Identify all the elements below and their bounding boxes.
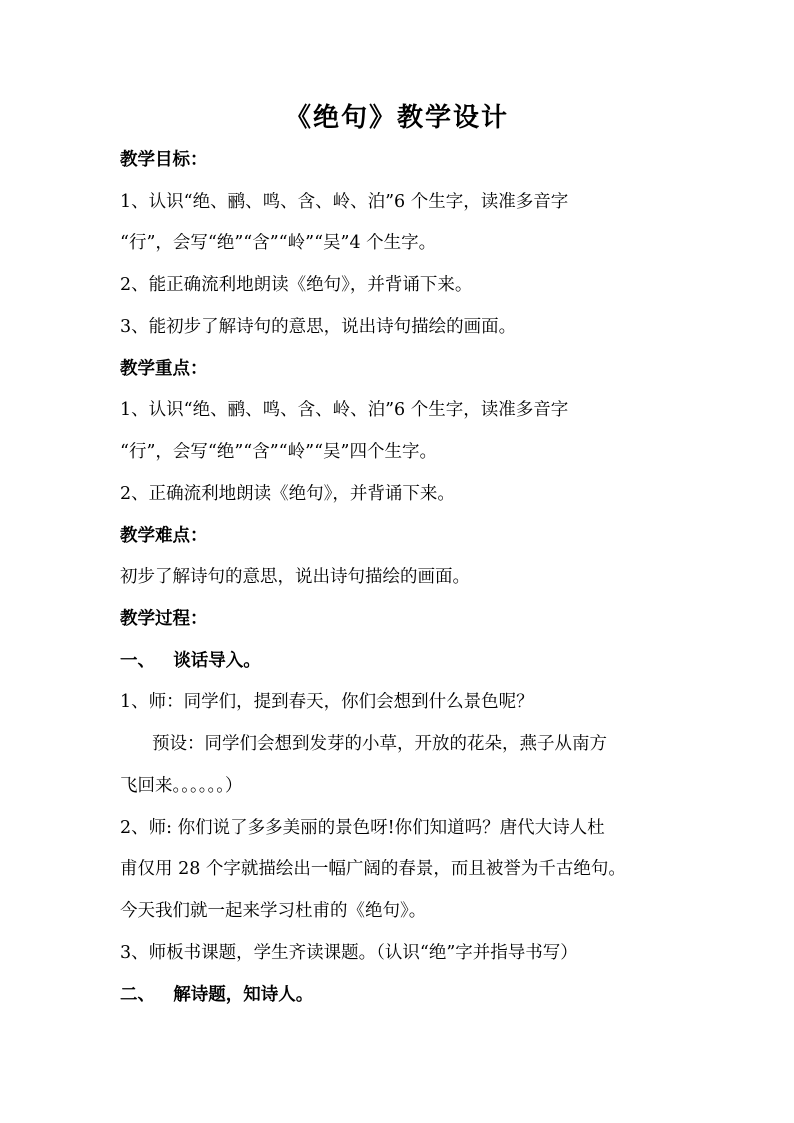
key-point-1-line-2: “行”，会写“绝”“含”“岭”“吴”四个生字。 [120, 442, 437, 462]
heading-difficulties: 教学难点： [120, 526, 208, 546]
process-step-2-line-2: 甫仅用 28 个字就描绘出一幅广阔的春景，而且被誉为千古绝句。 [120, 859, 626, 879]
preset-line-1: 预设：同学们会想到发芽的小草，开放的花朵，燕子从南方 [152, 734, 607, 754]
objective-3: 3、能初步了解诗句的意思，说出诗句描绘的画面。 [120, 317, 517, 337]
section-1-heading: 一、 谈话导入。 [120, 651, 261, 671]
objective-1-line-2: “行”，会写“绝”“含”“岭”“吴”4 个生字。 [120, 233, 437, 253]
heading-objectives: 教学目标： [120, 150, 208, 170]
process-step-2-line-3: 今天我们就一起来学习杜甫的《绝句》。 [120, 901, 427, 921]
key-point-2: 2、正确流利地朗读《绝句》，并背诵下来。 [120, 484, 455, 504]
difficulty-1: 初步了解诗句的意思，说出诗句描绘的画面。 [120, 567, 470, 587]
objective-1-line-1: 1、认识“绝、鹂、鸣、含、岭、泊”6 个生字，读准多音字 [120, 192, 569, 212]
section-2-heading: 二、 解诗题，知诗人。 [120, 985, 314, 1005]
objective-2: 2、能正确流利地朗读《绝句》，并背诵下来。 [120, 275, 473, 295]
heading-key-points: 教学重点： [120, 359, 208, 379]
process-step-3: 3、师板书课题，学生齐读课题。（认识“绝”字并指导书写） [120, 943, 578, 963]
process-step-2-line-1: 2、师: 你们说了多多美丽的景色呀!你们知道吗？唐代大诗人杜 [120, 818, 605, 838]
key-point-1-line-1: 1、认识“绝、鹂、鸣、含、岭、泊”6 个生字，读准多音字 [120, 400, 569, 420]
process-step-1: 1、师：同学们，提到春天，你们会想到什么景色呢？ [120, 692, 534, 712]
preset-line-2: 飞回来。。。。。。） [120, 776, 243, 796]
heading-process: 教学过程： [120, 609, 208, 629]
document-title: 《绝句》教学设计 [284, 103, 509, 133]
